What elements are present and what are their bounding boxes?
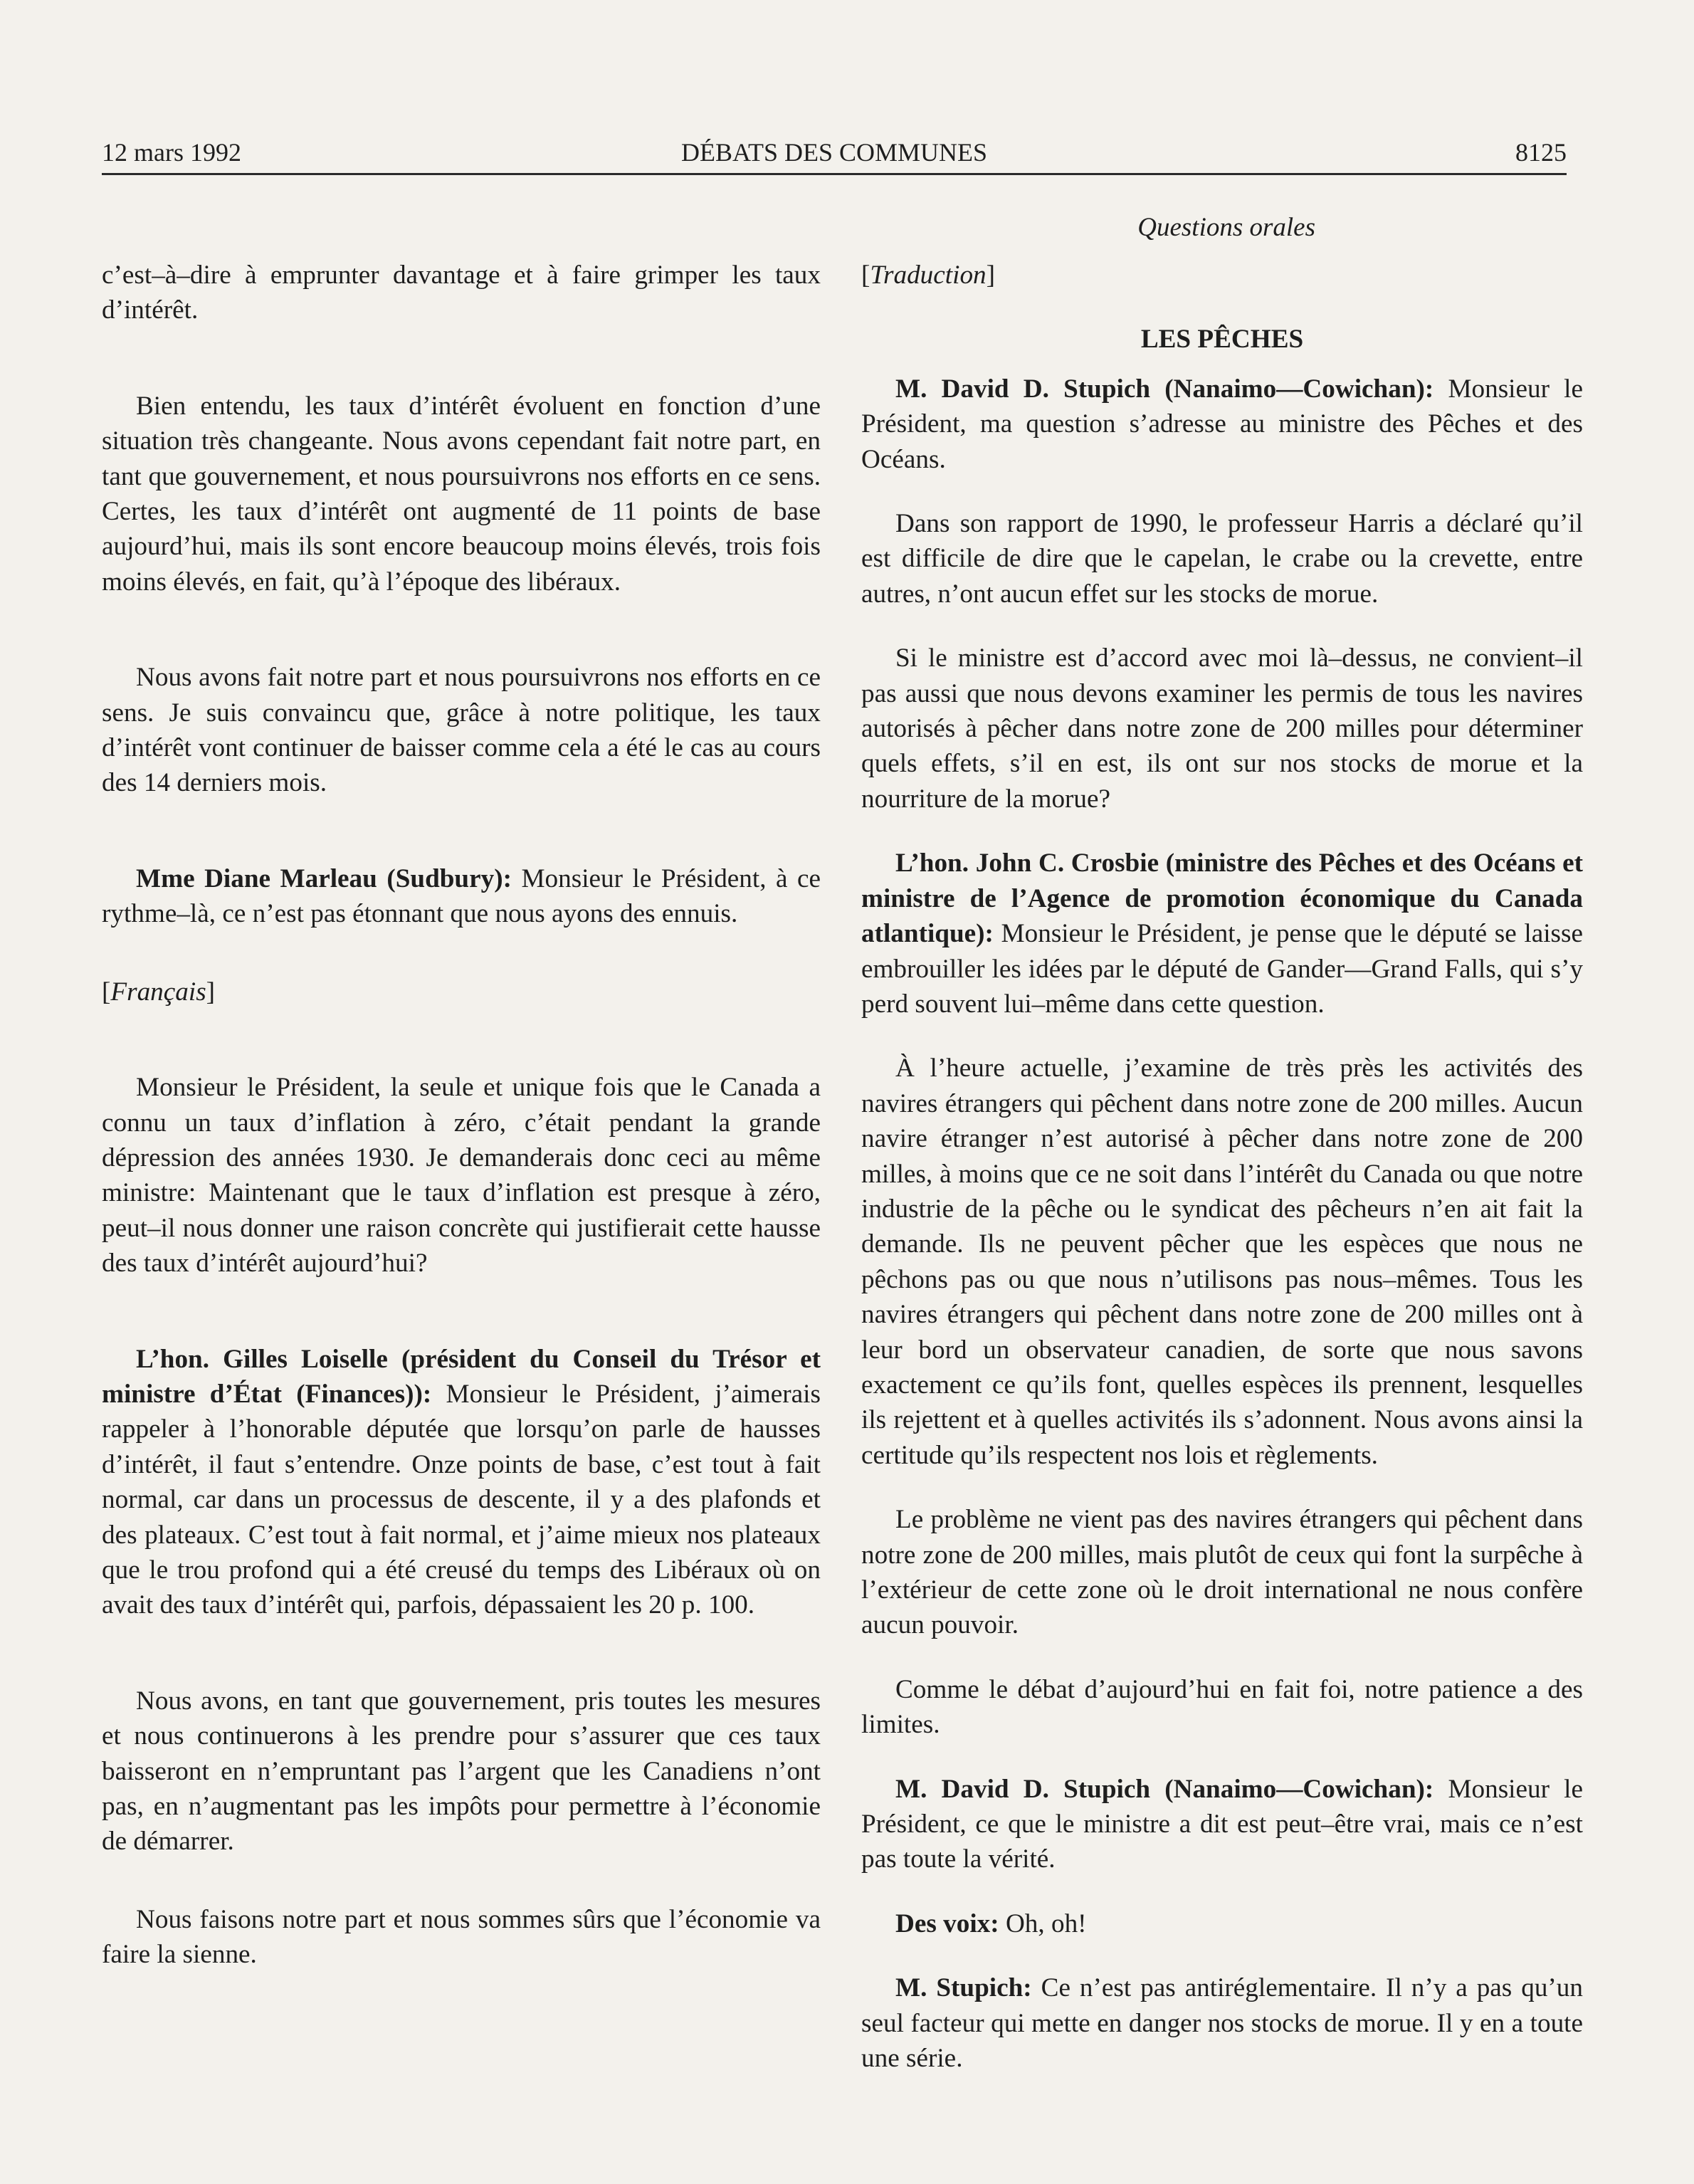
language-marker: [Traduction] — [861, 261, 996, 290]
speaker-name: L’hon. Gilles Loiselle (président du Conseil du Trésor et ministre d’État (Finances)): — [102, 1344, 821, 1409]
speaker-name: M. David D. Stupich (Nanaimo—Cowichan): — [895, 1774, 1434, 1804]
section-label: Questions orales — [1137, 213, 1315, 242]
speech-text: Monsieur le Président, ce que le ministre a dit est peut–être vrai, mais ce n’est pas toute la vérité. — [861, 1774, 1583, 1874]
speech-crosbie — [861, 846, 1583, 1022]
speaker-name: Des voix: — [895, 1909, 999, 1938]
speech-stupich — [861, 1970, 1583, 2076]
speech-text: Monsieur le Président, j’aimerais rappeler à l’honorable députée que lorsqu’on parle de hausses d’intérêt, il faut s’entendre. Onze points de base, c’est tout à fait normal, car dans un processus de descente, il y a des plafonds et des plateaux. C’est tout à fait normal, et j’aime mieux nos plateaux que le trou profond qui a été creusé du temps des Libéraux où on avait des taux d’intérêt qui, parfois, dépassaient les 20 p. 100. — [102, 1379, 821, 1620]
speaker-name: M. Stupich: — [895, 1973, 1032, 2003]
header-rule — [102, 173, 1567, 175]
paragraph: Bien entendu, les taux d’intérêt évoluent en fonction d’une situation très changeante. Nous avons cependant fait notre part, en tant que gouvernement, et nous poursuivrons nos efforts en ce sens. Certes, les taux d’intérêt ont augmenté de 11 points de base aujourd’hui, mais ils sont encore beaucoup moins élevés, trois fois moins élevés, en fait, qu’à l’époque des libéraux. — [102, 391, 821, 597]
right-column — [861, 258, 1583, 2076]
header-page-number: 8125 — [1515, 138, 1567, 167]
speaker-name: Mme Diane Marleau (Sudbury): — [136, 863, 512, 893]
speech-text: Monsieur le Président, je pense que le député se laisse embrouiller les idées par le député de Gander—Grand Falls, qui s’y perd souvent lui–même dans cette question. — [861, 919, 1583, 1019]
language-marker: [Français] — [102, 977, 216, 1007]
speaker-name: L’hon. John C. Crosbie (ministre des Pêches et des Océans et ministre de l’Agence de promotion économique du Canada atlantique): — [861, 849, 1583, 949]
paragraph: c’est–à–dire à emprunter davantage et à faire grimper les taux d’intérêt. — [102, 261, 821, 325]
left-column — [102, 258, 821, 1973]
speech-marleau — [102, 861, 821, 932]
paragraph: À l’heure actuelle, j’examine de très près les activités des navires étrangers qui pêchent dans notre zone de 200 milles. Aucun navire étranger n’est autorisé à pêcher dans notre zone de 200 milles, à moins que ce ne soit dans l’intérêt du Canada ou que notre industrie de la pêche ou le syndicat des pêcheurs n’en ait fait la demande. Ils ne peuvent pêcher que les espèces que nous ne pêchons pas ou que nous n’utilisons pas nous–mêmes. Tous les navires étrangers qui pêchent dans notre zone de 200 milles ont à leur bord un observateur canadien, de sorte que nous savons exactement ce qu’ils font, quelles espèces ils prennent, lesquelles ils rejettent et à quelles activités ils s’adonnent. Nous avons ainsi la certitude qu’ils respectent nos lois et règlements. — [861, 1054, 1583, 1470]
speech-voices — [861, 1906, 1583, 1941]
paragraph: Nous faisons notre part et nous sommes sûrs que l’économie va faire la sienne. — [102, 1904, 821, 1970]
language-marker-text: Traduction — [870, 261, 987, 290]
speaker-name: M. David D. Stupich (Nanaimo—Cowichan): — [895, 374, 1434, 404]
speech-text: Ce n’est pas antiréglementaire. Il n’y a pas qu’un seul facteur qui mette en danger nos stocks de morue. Il y en a toute une série. — [861, 1973, 1583, 2074]
paragraph: Monsieur le Président, la seule et unique fois que le Canada a connu un taux d’inflation à zéro, c’était pendant la grande dépression des années 1930. Je demanderais donc ceci au même ministre: Maintenant que le taux d’inflation est presque à zéro, peut–il nous donner une raison concrète qui justifierait cette hausse des taux d’intérêt aujourd’hui? — [102, 1073, 821, 1279]
paragraph: Si le ministre est d’accord avec moi là–dessus, ne convient–il pas aussi que nous devons examiner les permis de tous les navires autorisés à pêcher dans notre zone de 200 milles pour déterminer quels effets, s’il en est, ils ont sur nos stocks de morue et la nourriture de la morue? — [861, 644, 1583, 814]
paragraph: Dans son rapport de 1990, le professeur Harris a déclaré qu’il est difficile de dire que le capelan, le crabe ou la crevette, entre autres, n’ont aucun effet sur les stocks de morue. — [861, 509, 1583, 609]
paragraph: Le problème ne vient pas des navires étrangers qui pêchent dans notre zone de 200 milles, mais plutôt de ceux qui font la surpêche à l’extérieur de cette zone où le droit international ne nous confère aucun pouvoir. — [861, 1505, 1583, 1640]
speech-loiselle — [102, 1342, 821, 1623]
speech-text: Monsieur le Président, ma question s’adresse au ministre des Pêches et des Océans. — [861, 374, 1583, 474]
speech-stupich — [861, 372, 1583, 477]
speech-text: Monsieur le Président, à ce rythme–là, ce n’est pas étonnant que nous ayons des ennuis. — [102, 863, 821, 929]
speech-stupich — [861, 1772, 1583, 1877]
page-header — [102, 137, 1567, 174]
language-marker-text: Français — [110, 977, 206, 1007]
paragraph: Nous avons fait notre part et nous poursuivrons nos efforts en ce sens. Je suis convaincu que, grâce à notre politique, les taux d’intérêt vont continuer de baisser comme cela a été le cas au cours des 14 derniers mois. — [102, 663, 821, 798]
header-title: DÉBATS DES COMMUNES — [680, 138, 988, 167]
header-date: 12 mars 1992 — [102, 138, 241, 167]
speech-text: Oh, oh! — [999, 1909, 1087, 1938]
section-heading: LES PÊCHES — [1140, 325, 1304, 355]
paragraph: Nous avons, en tant que gouvernement, pris toutes les mesures et nous continuerons à les prendre pour s’assurer que ces taux baisseront en n’empruntant pas l’argent que les Canadiens n’ont pas, en n’augmentant pas les impôts pour permettre à l’économie de démarrer. — [102, 1686, 821, 1857]
paragraph: Comme le débat d’aujourd’hui en fait foi, notre patience a des limites. — [861, 1674, 1583, 1740]
